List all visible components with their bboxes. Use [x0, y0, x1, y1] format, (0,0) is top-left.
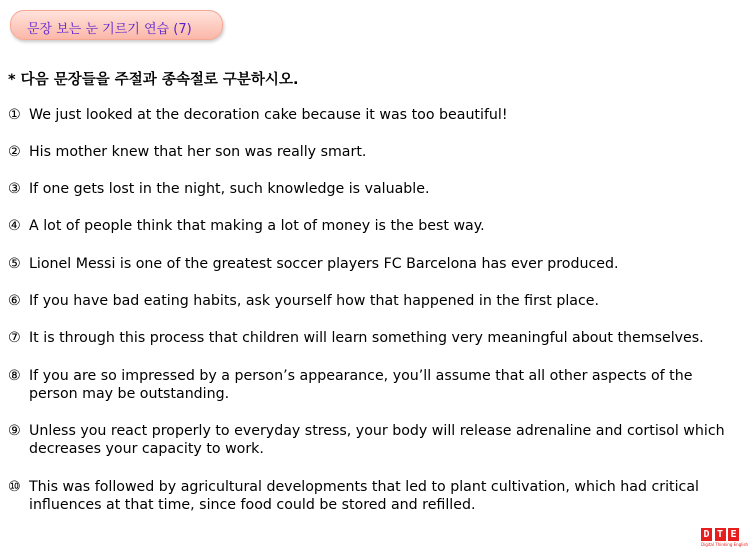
sentence-line: It is through this process that children will learn something very meaningful about themselves.	[29, 330, 704, 346]
logo-letters	[701, 528, 739, 541]
logo-letter: D	[701, 528, 712, 541]
item-number: ③	[8, 181, 21, 197]
sentence-line: We just looked at the decoration cake because it was too beautiful!	[29, 107, 508, 123]
sentence-line: If you have bad eating habits, ask yourself how that happened in the first place.	[29, 293, 600, 309]
sentence-line: Lionel Messi is one of the greatest soccer players FC Barcelona has ever produced.	[29, 256, 619, 272]
logo-tagline: Digital Thinking English	[701, 542, 748, 547]
instruction-text: * 다음 문장들을 주절과 종속절로 구분하시오.	[8, 72, 299, 88]
sentence-line: His mother knew that her son was really smart.	[29, 144, 367, 160]
page-title-banner	[10, 10, 223, 40]
sentence-line: If one gets lost in the night, such knowledge is valuable.	[29, 181, 430, 197]
item-number: ①	[8, 107, 21, 123]
sentence-line: This was followed by agricultural developments that led to plant cultivation, which had critical	[29, 479, 699, 495]
sentence-line: Unless you react properly to everyday stress, your body will release adrenaline and cortisol which	[29, 423, 725, 439]
page-title: 문장 보는 눈 기르기 연습 (7)	[27, 22, 192, 37]
item-number: ⑨	[8, 423, 21, 439]
sentence-line: influences at that time, since food could be stored and refilled.	[29, 497, 476, 513]
sentence-line: A lot of people think that making a lot of money is the best way.	[29, 218, 485, 234]
item-number: ⑧	[8, 368, 21, 384]
logo-letter: T	[715, 528, 726, 541]
item-number: ⑤	[8, 256, 21, 272]
sentence-line: If you are so impressed by a person’s appearance, you’ll assume that all other aspects of the	[29, 368, 693, 384]
sentence-line: decreases your capacity to work.	[29, 441, 264, 457]
item-number: ⑦	[8, 330, 21, 346]
sentence-line: person may be outstanding.	[29, 386, 230, 402]
item-number: ④	[8, 218, 21, 234]
item-number: ②	[8, 144, 21, 160]
brand-logo	[701, 528, 748, 550]
item-number: ⑩	[8, 479, 21, 495]
logo-letter: E	[728, 528, 739, 541]
item-number: ⑥	[8, 293, 21, 309]
